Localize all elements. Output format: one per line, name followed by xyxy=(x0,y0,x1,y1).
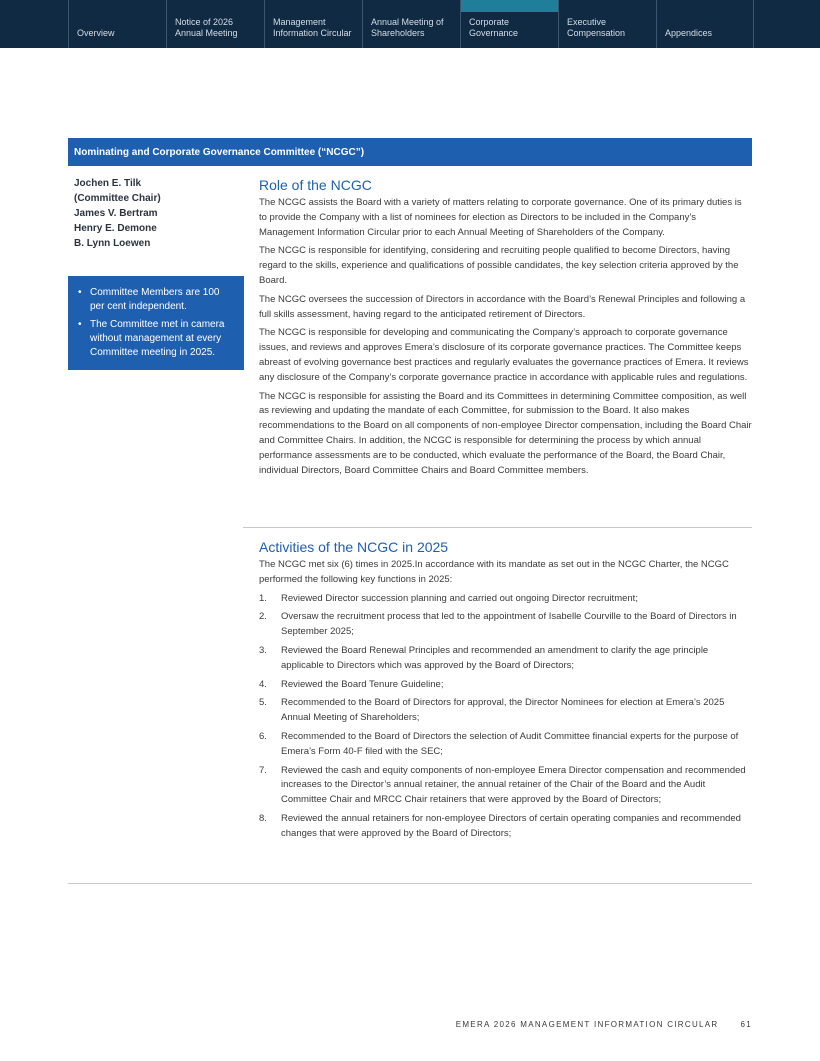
list-item xyxy=(259,610,752,640)
footer-title: EMERA 2026 MANAGEMENT INFORMATION CIRCULAR xyxy=(455,1020,719,1029)
tab-label: Executive Compensation xyxy=(567,17,626,38)
list-item xyxy=(259,730,752,760)
tab-label: Corporate Governance xyxy=(469,17,519,38)
item-number: 3. xyxy=(259,644,267,656)
member-name: Jochen E. Tilk xyxy=(74,178,142,189)
item-number: 4. xyxy=(259,678,267,690)
tab-label: Annual Meeting of Shareholders xyxy=(371,17,444,38)
role-paragraph: The NCGC is responsible for identifying, considering and recruiting people qualified to become Directors, having regard to the skills, experience and qualifications of possible candidates, the key selection criteria approved by the Board. xyxy=(259,245,739,286)
item-number: 1. xyxy=(259,592,267,604)
section-divider xyxy=(68,883,752,884)
tab-annual-meeting-shareholders[interactable] xyxy=(362,0,460,48)
list-item xyxy=(259,696,752,726)
role-paragraph: The NCGC oversees the succession of Directors in accordance with the Board’s Renewal Principles and following a full skills assessment, having regard to the anticipated retirement of Directors. xyxy=(259,293,746,320)
tab-label: Overview xyxy=(77,28,115,38)
member-role: (Committee Chair) xyxy=(74,193,161,204)
item-number: 6. xyxy=(259,730,267,742)
role-paragraph: The NCGC assists the Board with a variety of matters relating to corporate governance. One of its primary duties is to provide the Company with a list of nominees for election as Directors to be included in the Company’s Management Information Circular prior to each Annual Meeting of Shareholders of the Company. xyxy=(259,197,742,238)
role-paragraph: The NCGC is responsible for assisting the Board and its Committees in determining Committee composition, as well as reviewing and updating the mandate of each Committee, for submission to the Board. It also makes recommendations to the Board on all components of non-employee Director compensation, including the Board Chair and Committee Chairs. In addition, the NCGC is responsible for determining the process by which annual performance assessments are to be conducted, which evaluate the performance of the Board, the Board Chair, individual Directors, Board Committee Chairs and Board Committee members. xyxy=(259,390,752,476)
list-item xyxy=(259,812,752,842)
item-text: Reviewed the cash and equity components of non-employee Emera Director compensation and recommended increases to the Director’s annual retainer, the annual retainer of the Chair of the Board and the Audit Committee Chair and MRCC Chair retainers that were approved by the Board of Directors; xyxy=(281,764,746,806)
item-text: Reviewed the annual retainers for non-employee Directors of certain operating companies and recommended changes that were approved by the Board of Directors; xyxy=(281,812,741,839)
committee-info-box xyxy=(68,276,244,370)
section-title-bar: Nominating and Corporate Governance Committee (“NCGC”) xyxy=(68,138,752,166)
item-text: Recommended to the Board of Directors the selection of Audit Committee financial experts for the purpose of Emera’s Form 40-F filed with the SEC; xyxy=(281,730,739,757)
activities-section xyxy=(259,538,752,846)
activities-heading: Activities of the NCGC in 2025 xyxy=(259,539,449,555)
page-number: 61 xyxy=(740,1020,752,1029)
tab-executive-compensation[interactable] xyxy=(558,0,656,48)
member-name: Henry E. Demone xyxy=(74,223,157,234)
item-number: 7. xyxy=(259,764,267,776)
activities-list xyxy=(259,592,752,842)
tab-label: Management Information Circular xyxy=(273,17,352,38)
activities-intro: The NCGC met six (6) times in 2025.In accordance with its mandate as set out in the NCGC Charter, the NCGC performed the following key functions in 2025: xyxy=(259,559,729,585)
tab-label: Notice of 2026 Annual Meeting xyxy=(175,17,238,38)
role-section xyxy=(259,176,752,482)
top-navigation xyxy=(0,0,820,48)
tab-overview[interactable] xyxy=(68,0,166,48)
list-item xyxy=(259,764,752,808)
info-bullet: • The Committee met in camera without management at every Committee meeting in 2025. xyxy=(76,318,236,360)
committee-members xyxy=(74,176,244,251)
item-text: Reviewed the Board Tenure Guideline; xyxy=(281,678,444,690)
item-number: 8. xyxy=(259,812,267,824)
page-footer xyxy=(456,1020,752,1029)
list-item xyxy=(259,678,752,693)
tab-management-information-circular[interactable] xyxy=(264,0,362,48)
list-item xyxy=(259,644,752,674)
item-text: Recommended to the Board of Directors for approval, the Director Nominees for election at Emera’s 2025 Annual Meeting of Shareholders; xyxy=(281,697,725,724)
item-text: Reviewed the Board Renewal Principles and recommended an amendment to clarify the age principle applicable to Directors which was approved by the Board of Directors; xyxy=(281,644,709,671)
tab-label: Appendices xyxy=(665,28,713,38)
item-number: 5. xyxy=(259,697,267,709)
role-heading: Role of the NCGC xyxy=(259,177,372,193)
item-text: Reviewed Director succession planning and carried out ongoing Director recruitment; xyxy=(281,592,638,604)
role-paragraph: The NCGC is responsible for developing and communicating the Company’s approach to corporate governance issues, and reviews and approves Emera’s disclosure of its corporate governance practices. The Committee keeps abreast of evolving governance best practices and regularly evaluates the governance practices of Emera. It reviews any disclosure of the Company’s corporate governance practice in accordance with applicable rules and regulations. xyxy=(259,327,749,383)
item-number: 2. xyxy=(259,611,267,623)
tab-appendices[interactable] xyxy=(656,0,754,48)
tab-corporate-governance[interactable] xyxy=(460,0,558,48)
member-name: James V. Bertram xyxy=(74,208,158,219)
info-bullet: • Committee Members are 100 per cent independent. xyxy=(76,286,236,314)
item-text: Oversaw the recruitment process that led to the appointment of Isabelle Courville to the Board of Directors in September 2025; xyxy=(281,611,737,638)
list-item xyxy=(259,592,752,607)
member-name: B. Lynn Loewen xyxy=(74,238,151,249)
section-divider xyxy=(243,527,752,528)
tab-notice-annual-meeting[interactable] xyxy=(166,0,264,48)
